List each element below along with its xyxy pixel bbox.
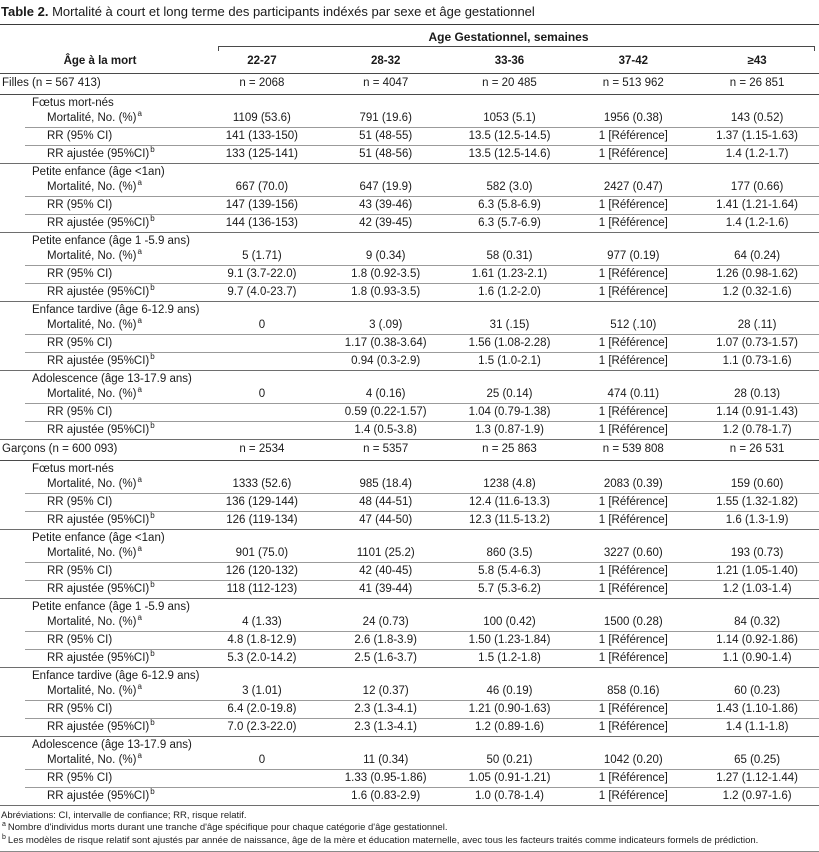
data-cell: 1.1 (0.90-1.4) [722,651,792,664]
data-cell: 0 [258,754,266,767]
data-cell: 5.8 (5.4-6.3) [478,565,541,578]
section-label-row [0,530,819,545]
section-label: Petite enfance (âge 1 -5.9 ans) [32,601,190,613]
data-cell: 1.5 (1.0-2.1) [478,354,541,367]
data-row [0,110,819,128]
data-cell: 1333 (52.6) [232,478,292,491]
data-cell: 25 (0.14) [486,388,533,401]
data-cell: 100 (0.42) [483,616,536,629]
data-cell: 1042 (0.20) [603,754,663,767]
section-label-row [0,371,819,386]
row-label: Mortalité, No. (%)$^a$ [47,247,142,263]
data-cell: 31 (.15) [489,319,530,332]
row-label: Mortalité, No. (%)$^a$ [47,109,142,125]
data-row [0,404,819,422]
data-cell: 1 [Référence] [598,354,668,367]
data-cell: 1.33 (0.95-1.86) [344,772,427,785]
group-count: n = 26 531 [729,443,785,456]
footnote-a-text: Nombre d'individus morts durant une tranche d'âge spécifique pour chaque catégorie d'âge gestationnel. [7,822,448,834]
data-row [0,284,819,302]
column-header-33-36: 33-36 [494,55,525,67]
data-cell: 1.8 (0.93-3.5) [351,285,421,298]
section-label: Petite enfance (âge <1an) [32,532,165,544]
section-label: Fœtus mort-nés [32,463,114,475]
data-cell: 48 (44-51) [359,496,413,509]
group-label: Garçons (n = 600 093) [2,443,118,456]
data-cell: 985 (18.4) [359,478,412,491]
footnote-abbreviations: Abréviations: CI, intervalle de confiance; RR, risque relatif. [1,809,247,821]
data-cell: 12 (0.37) [362,685,409,698]
footnote-marker: a [137,475,142,485]
data-row [0,215,819,233]
footnote-marker: b [150,213,155,223]
data-cell: 647 (19.9) [359,181,412,194]
data-row [0,752,819,770]
group-header-row [0,440,819,461]
row-label: RR ajustée $(95\%CI)^b$ [47,648,155,664]
data-cell: 1.61 (1.23-2.1) [471,268,548,281]
data-row [0,545,819,563]
data-cell: 43 (39-46) [359,199,413,212]
data-cell: 1 [Référence] [598,130,668,143]
data-cell: 1 [Référence] [598,268,668,281]
data-row [0,512,819,530]
data-row [0,179,819,197]
group-count: n = 20 485 [482,77,537,90]
row-label: RR (95% CI) [47,772,113,785]
data-cell: 5 (1.71) [242,250,282,263]
data-cell: 1.0 (0.78-1.4) [474,789,545,802]
section-label-row [0,233,819,248]
group-count: n = 2068 [239,77,285,90]
data-cell: 1.21 (1.05-1.40) [716,565,799,578]
section-label-row [0,461,819,476]
data-cell: 58 (0.31) [486,250,533,263]
data-cell: 1956 (0.38) [603,112,663,125]
data-cell: 2.6 (1.8-3.9) [354,634,418,647]
data-cell: 1 [Référence] [598,513,668,526]
data-cell: 1.4 (1.2-1.7) [725,147,789,160]
row-label: RR ajustée $(95\%CI)^b$ [47,144,155,160]
data-cell: 159 (0.60) [730,478,784,491]
data-cell: 1.6 (1.2-2.0) [478,285,541,298]
data-cell: 118 (112-123) [226,582,298,595]
data-cell: 50 (0.21) [486,754,533,767]
data-cell: 6.3 (5.7-6.9) [478,216,541,229]
column-header-ge-43: ≥43 [747,55,767,67]
data-cell: 147 (139-156) [225,199,299,212]
data-cell: 11 (0.34) [363,754,409,767]
data-cell: 12.4 (11.6-13.3) [469,496,550,509]
data-row [0,494,819,512]
data-cell: 1101 (25.2) [356,547,415,560]
data-cell: 1 [Référence] [598,216,668,229]
data-cell: 42 (39-45) [359,216,413,229]
section-label: Petite enfance (âge 1 -5.9 ans) [32,235,190,247]
data-cell: 28 (0.13) [734,388,781,401]
spanner-label: Age Gestationnel, semaines [428,30,589,44]
group-count: n = 513 962 [602,77,664,90]
row-label: RR (95% CI) [47,496,113,509]
data-cell: 1 [Référence] [598,634,668,647]
data-cell: 1.17 (0.38-3.64) [344,337,427,350]
group-count: n = 539 808 [602,443,664,456]
data-cell: 126 (119-134) [226,513,298,526]
data-cell: 1.07 (0.73-1.57) [716,337,799,350]
column-header-37-42: 37-42 [618,55,648,67]
data-cell: 24 (0.73) [362,616,409,629]
data-cell: 1.4 (1.2-1.6) [725,216,789,229]
data-row [0,266,819,284]
row-label: Mortalité, No. (%)$^a$ [47,316,142,332]
data-row [0,335,819,353]
data-cell: 6.4 (2.0-19.8) [227,703,297,716]
data-cell: 791 (19.6) [359,112,412,125]
data-row [0,563,819,581]
data-cell: 1.6 (0.83-2.9) [351,789,421,802]
data-cell: 1 [Référence] [598,337,668,350]
data-cell: 2.5 (1.6-3.7) [354,651,418,664]
data-row [0,581,819,599]
data-row [0,476,819,494]
data-row [0,683,819,701]
section-label-row [0,668,819,683]
data-cell: 5.3 (2.0-14.2) [227,651,297,664]
row-label: RR ajustée $(95\%CI)^b$ [47,351,155,367]
row-label: RR ajustée $(95\%CI)^b$ [47,717,155,733]
row-label: RR ajustée $(95\%CI)^b$ [47,213,155,229]
data-cell: 1 [Référence] [598,285,668,298]
group-header-row [0,74,819,95]
row-label: RR ajustée $(95\%CI)^b$ [47,510,155,526]
data-cell: 1 [Référence] [598,703,668,716]
data-cell: 2083 (0.39) [603,478,663,491]
column-header-22-27: 22-27 [247,55,277,67]
data-cell: 1500 (0.28) [603,616,663,629]
data-cell: 9.7 (4.0-23.7) [227,285,297,298]
data-cell: 13.5 (12.5-14.5) [468,130,551,143]
data-cell: 582 (3.0) [486,181,533,194]
data-cell: 1.41 (1.21-1.64) [716,199,799,212]
footnote-marker: a [137,316,142,326]
data-cell: 5.7 (5.3-6.2) [478,582,541,595]
data-cell: 6.3 (5.8-6.9) [478,199,541,212]
table-title-text: Mortalité à court et long terme des participants indéxés par sexe et âge gestationnel [52,4,535,19]
data-cell: 47 (44-50) [359,513,413,526]
data-cell: 1053 (5.1) [483,112,536,125]
section-label: Enfance tardive (âge 6-12.9 ans) [32,304,200,316]
footnote-marker: b [150,282,155,292]
data-cell: 1.27 (1.12-1.44) [716,772,799,785]
data-cell: 1 [Référence] [598,423,668,436]
data-cell: 474 (0.11) [607,388,660,401]
row-label: RR (95% CI) [47,565,113,578]
footnote-a [1,822,819,835]
data-cell: 858 (0.16) [607,685,660,698]
footnote-marker: b [150,510,155,520]
data-cell: 2.3 (1.3-4.1) [354,703,418,716]
data-cell: 1 [Référence] [598,565,668,578]
footnote-marker: a [137,178,142,188]
data-row [0,788,819,806]
footnote-marker: a [137,385,142,395]
data-cell: 4 (0.16) [365,388,406,401]
row-label: RR ajustée $(95\%CI)^b$ [47,282,155,298]
data-cell: 1.4 (1.1-1.8) [725,720,789,733]
section-label: Fœtus mort-nés [32,97,114,109]
data-cell: 1.26 (0.98-1.62) [716,268,799,281]
group-count: n = 2534 [239,443,285,456]
data-cell: 133 (125-141) [225,147,299,160]
table-title [0,0,819,25]
data-cell: 3 (1.01) [242,685,282,698]
data-cell: 1.56 (1.08-2.28) [468,337,551,350]
data-cell: 51 (48-55) [359,130,413,143]
data-cell: 0 [258,388,266,401]
data-cell: 4 (1.33) [242,616,282,629]
data-cell: 1.50 (1.23-1.84) [468,634,551,647]
data-cell: 1.1 (0.73-1.6) [722,354,792,367]
data-cell: 1.2 (0.32-1.6) [722,285,792,298]
data-cell: 28 (.11) [737,319,777,332]
row-label: RR (95% CI) [47,703,113,716]
footnote-marker: a [137,544,142,554]
footnote-marker: a [137,247,142,257]
row-label: Mortalité, No. (%)$^a$ [47,613,142,629]
data-cell: 512 (.10) [610,319,657,332]
group-count: n = 4047 [363,77,409,90]
data-row [0,128,819,146]
data-cell: 13.5 (12.5-14.6) [468,147,551,160]
data-cell: 60 (0.23) [734,685,781,698]
data-row [0,770,819,788]
row-label: RR (95% CI) [47,406,113,419]
row-label: RR (95% CI) [47,634,113,647]
section-label: Adolescence (âge 13-17.9 ans) [32,739,192,751]
data-cell: 1.6 (1.3-1.9) [725,513,789,526]
data-cell: 1.04 (0.79-1.38) [468,406,551,419]
data-cell: 1 [Référence] [598,406,668,419]
data-cell: 3 (.09) [369,319,403,332]
data-row [0,386,819,404]
group-label: Filles (n = 567 413) [2,77,101,90]
data-row [0,701,819,719]
table-body [0,74,819,806]
group-count: n = 25 863 [482,443,537,456]
data-cell: 177 (0.66) [730,181,784,194]
section-label-row [0,302,819,317]
data-cell: 667 (70.0) [235,181,289,194]
data-row [0,650,819,668]
data-row [0,614,819,632]
data-cell: 1.2 (0.78-1.7) [722,423,792,436]
footnote-marker: b [150,351,155,361]
data-cell: 1.55 (1.32-1.82) [716,496,799,509]
data-cell: 3227 (0.60) [603,547,663,560]
row-label: RR (95% CI) [47,130,113,143]
row-label: RR (95% CI) [47,337,113,350]
data-cell: 0 [258,319,266,332]
data-cell: 1 [Référence] [598,582,668,595]
data-row [0,353,819,371]
footnote-marker: a [137,109,142,119]
row-label: Mortalité, No. (%)$^a$ [47,544,142,560]
data-cell: 1.5 (1.2-1.8) [478,651,541,664]
footnote-marker: b [150,786,155,796]
data-cell: 1.2 (1.03-1.4) [722,582,792,595]
data-cell: 9.1 (3.7-22.0) [227,268,297,281]
row-label: Mortalité, No. (%)$^a$ [47,682,142,698]
data-cell: 51 (48-56) [359,147,413,160]
data-cell: 4.8 (1.8-12.9) [227,634,297,647]
data-cell: 0.94 (0.3-2.9) [351,354,421,367]
data-cell: 1238 (4.8) [483,478,536,491]
data-cell: 12.3 (11.5-13.2) [469,513,550,526]
section-label-row [0,164,819,179]
data-cell: 1.4 (0.5-3.8) [354,423,418,436]
data-cell: 1.3 (0.87-1.9) [474,423,545,436]
data-cell: 65 (0.25) [734,754,781,767]
data-row [0,422,819,440]
data-row [0,146,819,164]
footnote-a-marker: a [2,821,6,829]
data-cell: 1 [Référence] [598,772,668,785]
data-cell: 901 (75.0) [235,547,289,560]
data-row [0,719,819,737]
footnote-marker: b [150,579,155,589]
data-cell: 42 (40-45) [359,565,413,578]
data-cell: 1.14 (0.92-1.86) [716,634,799,647]
data-cell: 1 [Référence] [598,789,668,802]
data-cell: 2.3 (1.3-4.1) [354,720,418,733]
row-label: Mortalité, No. (%)$^a$ [47,475,142,491]
data-row [0,197,819,215]
section-label-row [0,737,819,752]
data-cell: 860 (3.5) [486,547,533,560]
data-cell: 1 [Référence] [598,651,668,664]
section-label: Adolescence (âge 13-17.9 ans) [32,373,192,385]
table-number: Table 2. [1,4,49,19]
row-label: RR ajustée $(95\%CI)^b$ [47,579,155,595]
data-cell: 64 (0.24) [734,250,781,263]
row-label: RR (95% CI) [47,268,113,281]
footnote-marker: a [137,613,142,623]
data-cell: 1.2 (0.89-1.6) [474,720,545,733]
data-cell: 1 [Référence] [598,496,668,509]
data-cell: 144 (136-153) [225,216,299,229]
data-cell: 143 (0.52) [730,112,784,125]
row-label: RR ajustée $(95\%CI)^b$ [47,786,155,802]
footnotes [0,807,819,852]
data-cell: 193 (0.73) [730,547,784,560]
data-cell: 1 [Référence] [598,199,668,212]
group-count: n = 26 851 [729,77,785,90]
data-cell: 9 (0.34) [365,250,406,263]
footnote-b-marker: b [2,833,6,841]
footnote-marker: b [150,648,155,658]
data-cell: 141 (133-150) [225,130,299,143]
data-cell: 1.43 (1.10-1.86) [716,703,799,716]
data-cell: 2427 (0.47) [603,181,663,194]
data-cell: 84 (0.32) [734,616,781,629]
footnote-marker: b [150,717,155,727]
footnote-b-text: Les modèles de risque relatif sont ajustés par année de naissance, âge de la mère et éducation maternelle, avec tous les facteurs traités comme indicateurs formels de prédiction. [7,834,759,846]
column-header-age-at-death: Âge à la mort [63,55,137,67]
section-label-row [0,95,819,110]
row-label: RR (95% CI) [47,199,113,212]
row-label: RR ajustée $(95\%CI)^b$ [47,420,155,436]
data-cell: 977 (0.19) [607,250,660,263]
data-cell: 1.2 (0.97-1.6) [722,789,792,802]
data-cell: 1.37 (1.15-1.63) [716,130,799,143]
column-header-row [0,51,819,74]
row-label: Mortalité, No. (%)$^a$ [47,385,142,401]
footnote-marker: a [137,751,142,761]
data-cell: 1.14 (0.91-1.43) [716,406,799,419]
data-cell: 7.0 (2.3-22.0) [227,720,297,733]
section-label: Enfance tardive (âge 6-12.9 ans) [32,670,200,682]
footnote-marker: b [150,420,155,430]
data-row [0,632,819,650]
row-label: Mortalité, No. (%)$^a$ [47,178,142,194]
row-label: Mortalité, No. (%)$^a$ [47,751,142,767]
section-label: Petite enfance (âge <1an) [32,166,165,178]
data-cell: 1.21 (0.90-1.63) [468,703,551,716]
data-cell: 0.59 (0.22-1.57) [344,406,427,419]
data-cell: 126 (120-132) [225,565,299,578]
data-cell: 46 (0.19) [486,685,533,698]
data-cell: 1.8 (0.92-3.5) [351,268,421,281]
data-cell: 136 (129-144) [225,496,299,509]
data-row [0,248,819,266]
data-cell: 1.05 (0.91-1.21) [468,772,551,785]
section-label-row [0,599,819,614]
data-cell: 1109 (53.6) [232,112,291,125]
footnote-marker: a [137,682,142,692]
data-cell: 1 [Référence] [598,147,668,160]
group-count: n = 5357 [363,443,409,456]
footnote-marker: b [150,144,155,154]
column-header-28-32: 28-32 [370,55,401,67]
data-cell: 1 [Référence] [598,720,668,733]
data-row [0,317,819,335]
data-cell: 41 (39-44) [359,582,413,595]
